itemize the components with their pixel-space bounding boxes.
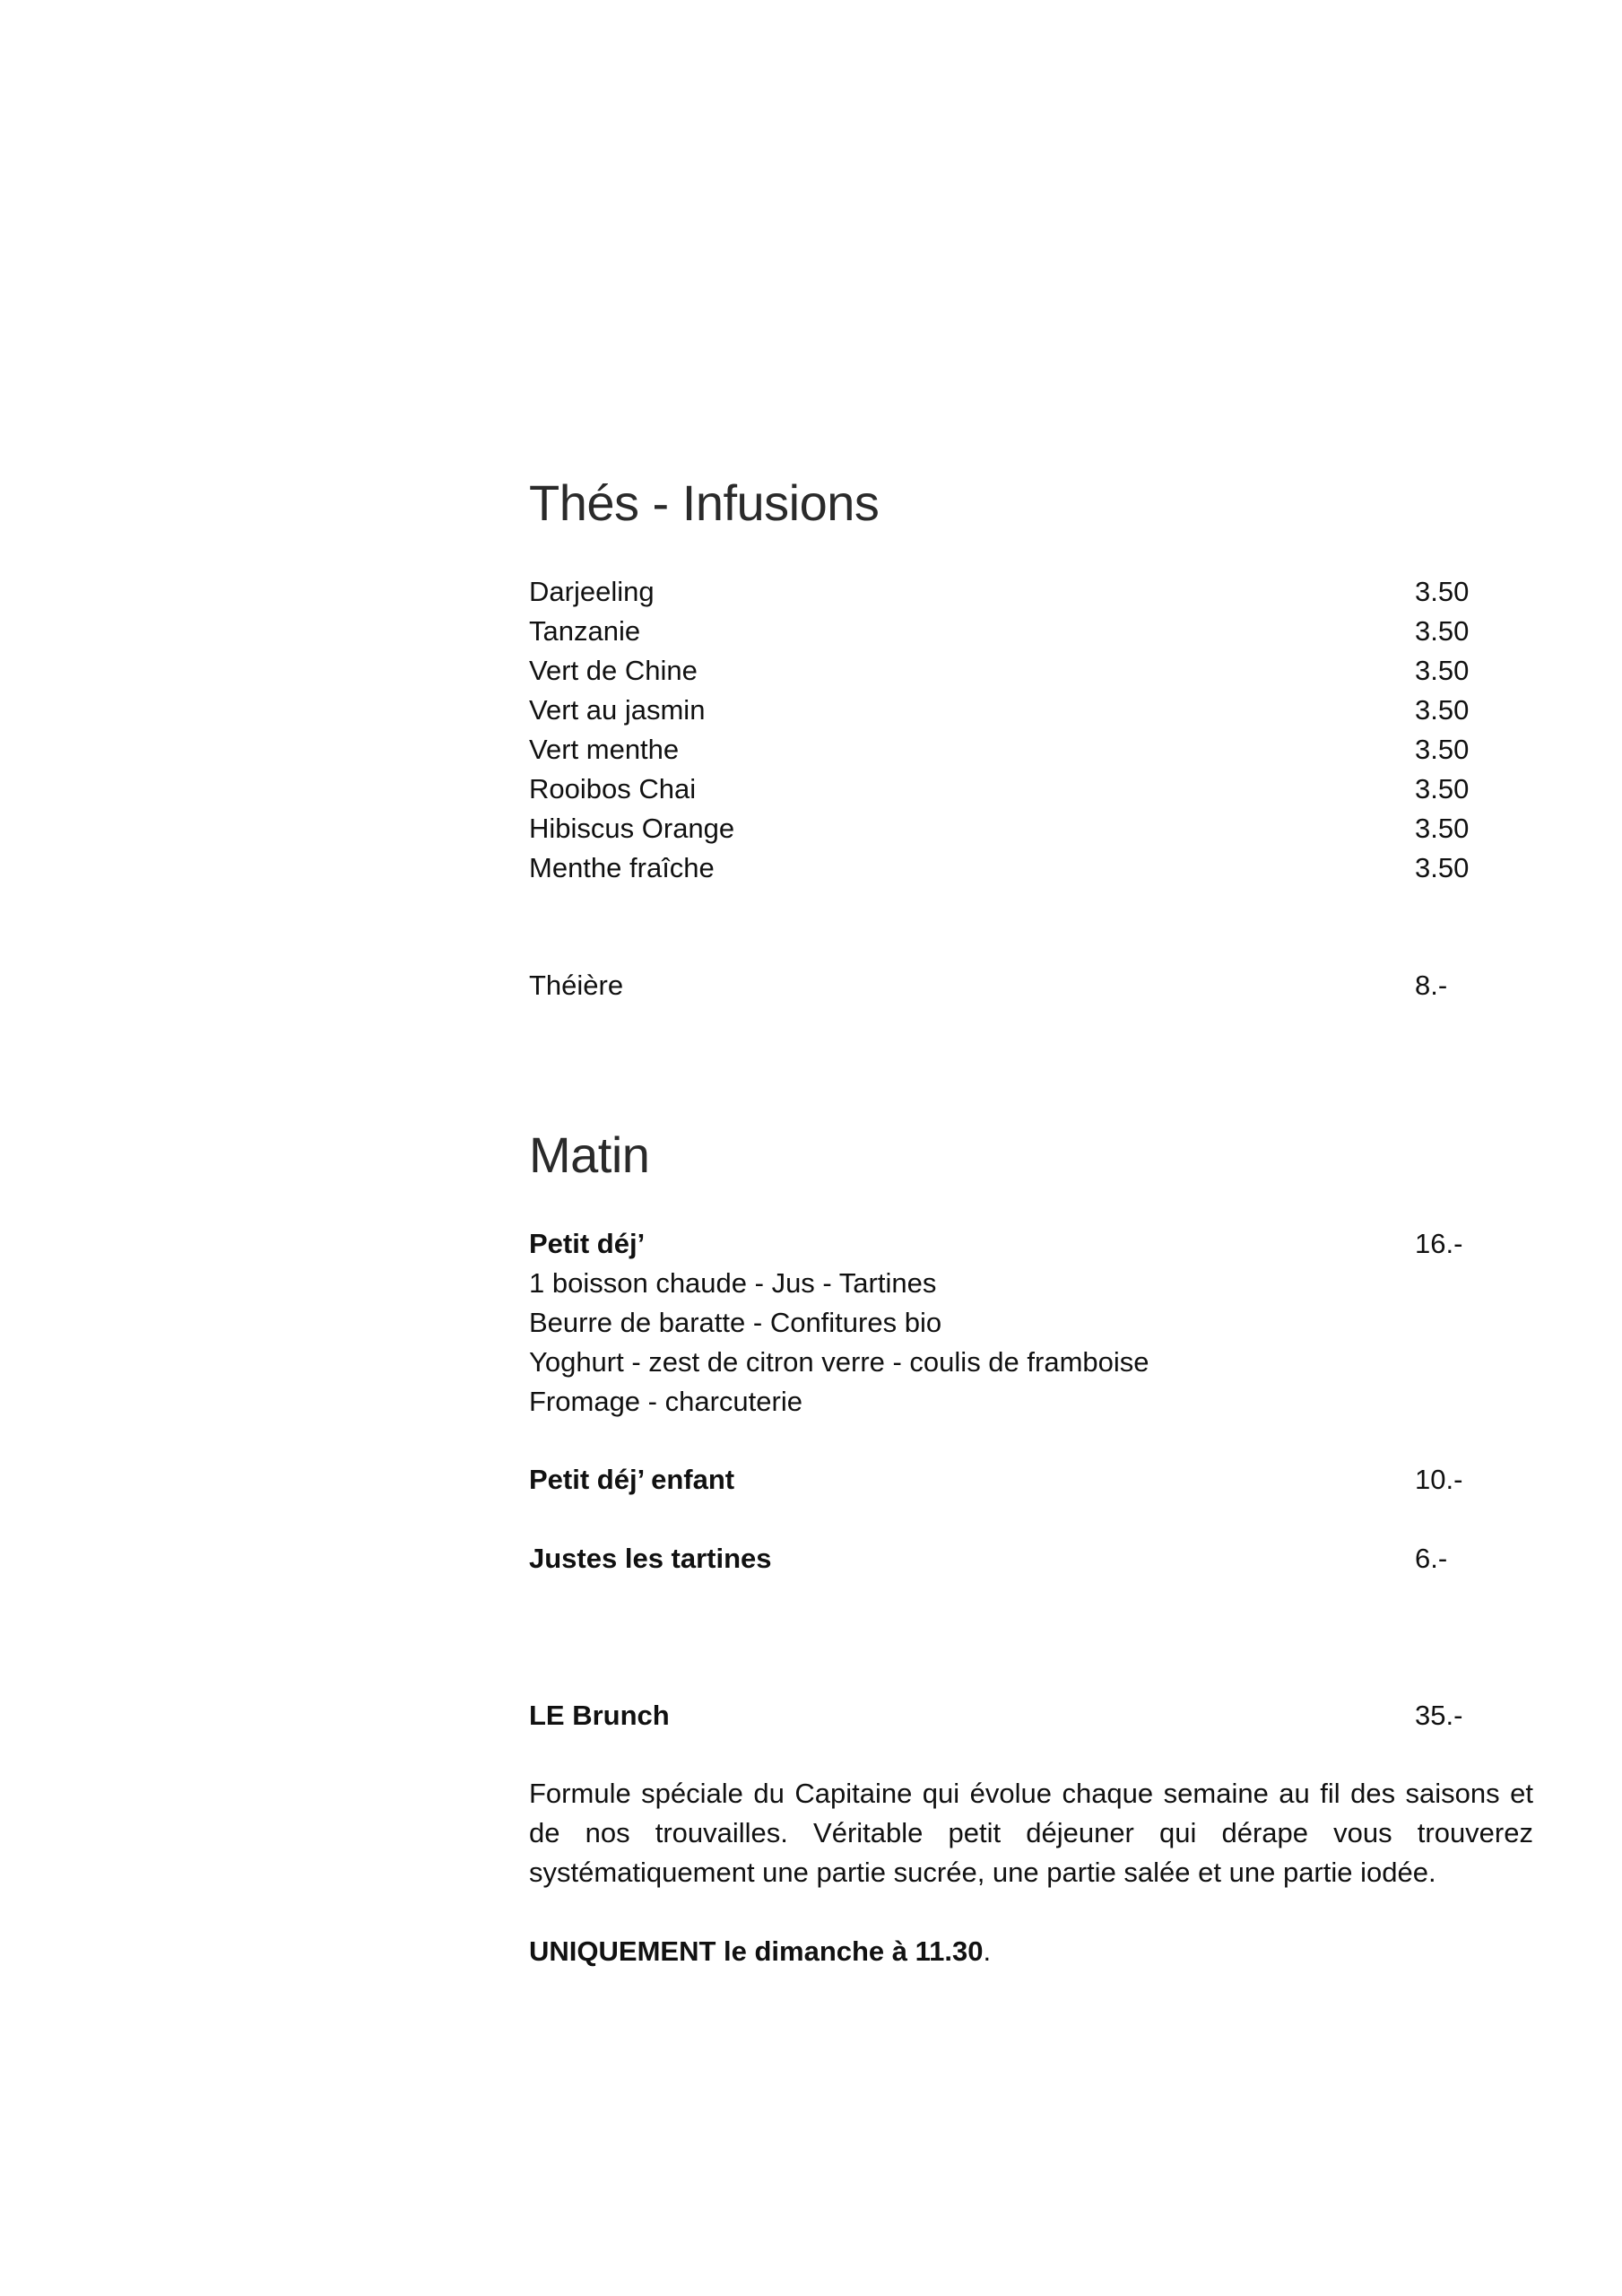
menu-item [529, 612, 1533, 651]
item-name: Tanzanie [529, 615, 641, 647]
brunch-note [529, 1932, 991, 1971]
menu-item-tartines [529, 1539, 1533, 1578]
item-name: Hibiscus Orange [529, 813, 735, 844]
menu-item [529, 848, 1533, 888]
item-price: 35.- [1415, 1700, 1463, 1731]
item-price: 3.50 [1415, 852, 1470, 883]
item-name: Justes les tartines [529, 1543, 772, 1574]
menu-item-teapot [529, 966, 1533, 1005]
item-name: Vert au jasmin [529, 694, 706, 726]
item-name: Petit déj’ enfant [529, 1464, 735, 1495]
brunch-description: Formule spéciale du Capitaine qui évolue chaque semaine au fil des saisons et de nos trouvailles. Véritable petit déjeuner qui dérape vous trouverez systématiquement une partie sucrée, une partie salée et une partie iodée. [529, 1778, 1533, 1888]
item-price: 8.- [1415, 970, 1448, 1001]
item-price: 3.50 [1415, 773, 1470, 804]
menu-item [529, 730, 1533, 770]
item-price: 3.50 [1415, 694, 1470, 726]
item-description-line: Yoghurt - zest de citron verre - coulis de framboise [529, 1346, 1149, 1378]
item-price: 3.50 [1415, 734, 1470, 765]
menu-item [529, 809, 1533, 848]
item-name: Rooibos Chai [529, 773, 697, 804]
item-price: 10.- [1415, 1464, 1463, 1495]
item-name: Vert menthe [529, 734, 680, 765]
menu-page [529, 0, 1533, 2296]
item-price: 16.- [1415, 1228, 1463, 1259]
item-name: Darjeeling [529, 576, 655, 607]
item-price: 3.50 [1415, 655, 1470, 686]
item-description-line: Fromage - charcuterie [529, 1386, 802, 1417]
brunch-note-end: . [983, 1935, 992, 1967]
item-price: 3.50 [1415, 615, 1470, 647]
section-title-teas: Thés - Infusions [529, 474, 880, 531]
menu-item [529, 770, 1533, 809]
item-description-line: Beurre de baratte - Confitures bio [529, 1307, 942, 1338]
item-price: 3.50 [1415, 576, 1470, 607]
menu-item-brunch [529, 1696, 1533, 1735]
item-name: Vert de Chine [529, 655, 698, 686]
item-description-line: 1 boisson chaude - Jus - Tartines [529, 1267, 937, 1299]
menu-item-petit-dej-enfant [529, 1460, 1533, 1500]
menu-item-petit-dej [529, 1224, 1533, 1264]
section-title-matin: Matin [529, 1126, 650, 1183]
menu-item [529, 572, 1533, 612]
item-price: 6.- [1415, 1543, 1448, 1574]
brunch-note-bold: UNIQUEMENT le dimanche à 11.30 [529, 1935, 984, 1967]
item-name: LE Brunch [529, 1700, 670, 1731]
item-price: 3.50 [1415, 813, 1470, 844]
item-name: Petit déj’ [529, 1228, 646, 1259]
menu-item [529, 651, 1533, 691]
menu-item [529, 691, 1533, 730]
item-name: Menthe fraîche [529, 852, 715, 883]
item-name: Théière [529, 970, 624, 1001]
